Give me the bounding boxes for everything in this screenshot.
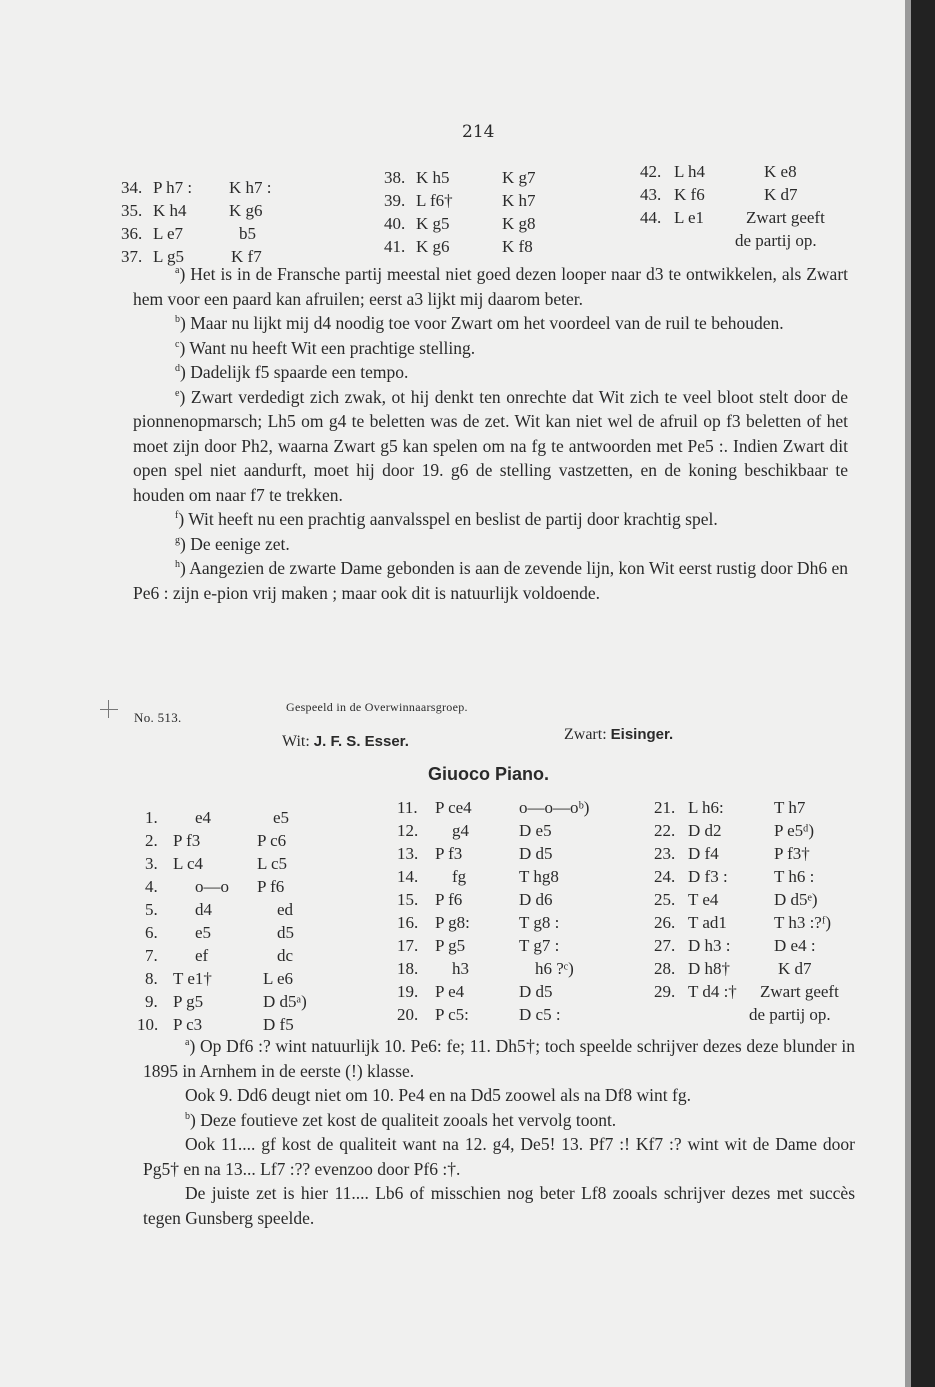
note-d: $^d$) Dadelijk f5 spaarde een tempo.: [175, 362, 409, 382]
note-h: $^h$) Aangezien de zwarte Dame gebonden is aan de zevende lijn, kon Wit eerst rustig door Dh6 en Pe6 : zijn e-pion vrij maken ; maar ook dit is natuurlijk voldoende.: [133, 558, 848, 603]
note-b: $^b$) Deze foutieve zet kost de qualiteit zooals het vervolg toont.: [185, 1109, 617, 1130]
game-moves: 1. e4 e5 2. P f3 P c6 3. L c4 L c5 4. o—o P f6 5. d4 ed 6. e5 d5 7. ef dc 8. T e1† L e6 9. P g5 D d5ᵃ) 10. P c3 D f5 11. P ce4 o—o—oᵇ) 12. g4 D e5 13. P f3 D d5 14. fg T hg8 15. P f6 D d6 16. P g8: T g8 : 17. P g5 T g7 : 18. h3 h6 ?ᶜ) 19. P e4 D d5 20. P c5: D c5 : 21. L h6: T h7 22. D d2 P e5ᵈ) 23. D f4 P f3† 24. D f3 : T h6 : 25. T e4 D d5ᵉ) 26. T ad1 T h3 :?ᶠ) 27. D h3 : D e4 : 28. D h8† K d7 29. T d4 :† Zwart geeft de partij op.: [137, 798, 839, 1034]
game-number: No. 513.: [134, 710, 182, 725]
note-e: $^e$) Zwart verdedigt zich zwak, ot hij denkt ten onrechte dat Wit zich te veel bloot stelt door de pionnenopmarsch; Lh5 om g4 te beletten was de zet. Wit kan niet wel de afruil op f3 beletten of het moet zijn door Ph2, waarna Zwart g5 kan spelen om na fg te antwoorden met Pe5 :. Indien Zwart dit open spel niet aandurft, moet hij door 19. g6 de stelling vastzetten, en de koning beschikbaar te houden om naar f7 te trekken.: [133, 386, 848, 505]
note-continuation: Ook 9. Dd6 deugt niet om 10. Pe4 en na Dd5 zoowel als na Df8 wint fg.: [185, 1085, 691, 1105]
note-f: $^f$) Wit heeft nu een prachtig aanvalsspel en beslist de partij door krachtig spel.: [175, 509, 718, 529]
annotations-top: [133, 262, 848, 605]
top-moves: 34. P h7 : K h7 : 35. K h4 K g6 36. L e7 b5 37. L g5 K f7 38. K h5 K g7 39. L f6† K h7 40. K g5 K g8 41. K g6 K f8 42. L h4 K e8 43. K f6 K d7 44. L e1 Zwart geeft de partij op.: [121, 162, 825, 266]
note-a: $^a$) Op Df6 :? wint natuurlijk 10. Pe6: fe; 11. Dh5†; toch speelde schrijver dezes deze blunder in 1895 in Arnhem in de eerste (!) klasse.: [143, 1036, 856, 1081]
page-number: 214: [462, 122, 495, 142]
white-player: Wit: J. F. S. Esser.: [282, 733, 409, 750]
note-c: $^c$) Want nu heeft Wit een prachtige stelling.: [175, 337, 476, 358]
scan-border: [905, 0, 935, 1387]
note-a: $^a$) Het is in de Fransche partij meestal niet goed dezen looper naar d3 te ontwikkelen, als Zwart hem voor een paard kan afruilen; eerst a3 lijkt mij daarom beter.: [133, 264, 849, 309]
margin-cross-mark: [100, 700, 118, 718]
game-context: Gespeeld in de Overwinnaarsgroep.: [286, 700, 468, 714]
annotations-bottom: [143, 1034, 855, 1230]
note-b: $^b$) Maar nu lijkt mij d4 noodig toe voor Zwart om het voordeel van de ruil te behouden.: [175, 313, 784, 333]
note-continuation: Ook 11.... gf kost de qualiteit want na 12. g4, De5! 13. Pf7 :! Kf7 :? wint wit de Dame door Pg5† en na 13... Lf7 :?? evenzoo door Pf6 :†.: [143, 1134, 855, 1179]
black-player: Zwart: Eisinger.: [564, 726, 674, 743]
note-continuation: De juiste zet is hier 11.... Lb6 of misschien nog beter Lf8 zooals schrijver dezes met succès tegen Gunsberg speelde.: [143, 1183, 855, 1228]
note-g: $^g$) De eenige zet.: [175, 533, 290, 554]
opening-title: Giuoco Piano.: [428, 764, 550, 784]
